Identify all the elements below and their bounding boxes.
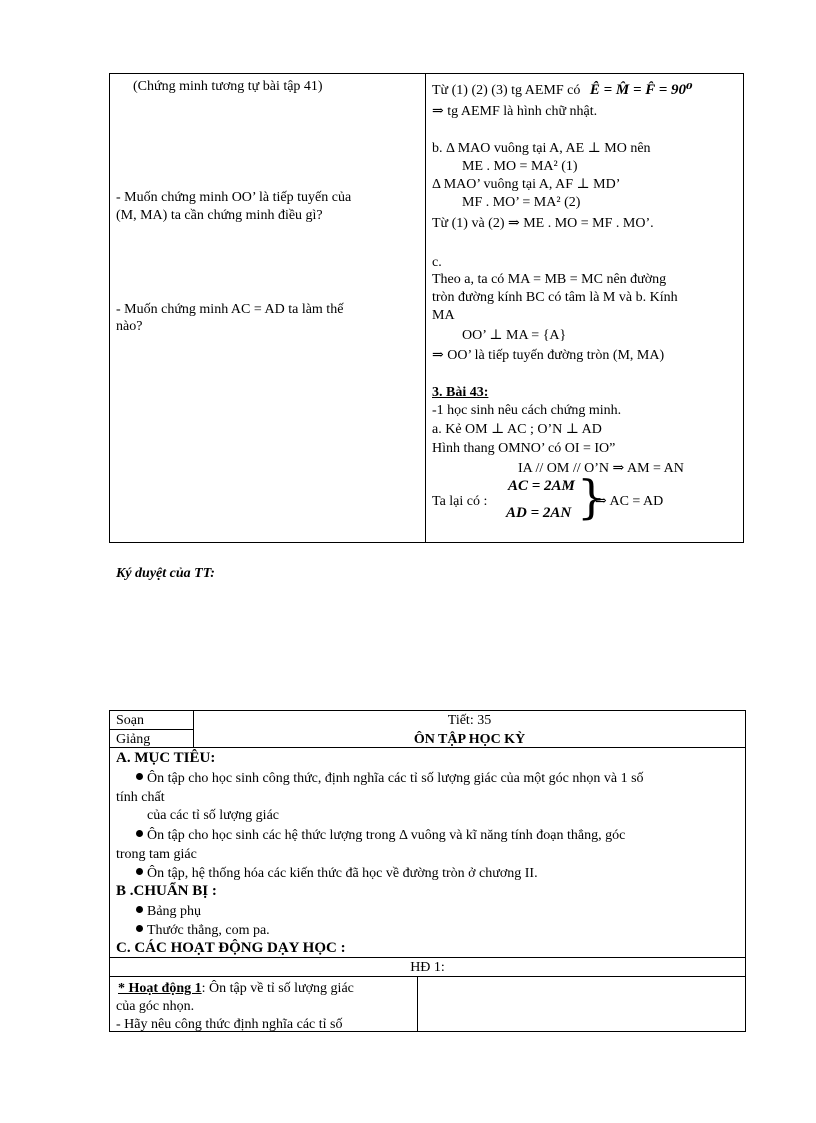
rect-conclusion: ⇒ tg AEMF là hình chữ nhật.	[432, 104, 598, 119]
lesson-border-right	[745, 710, 746, 1032]
question-ac-ad-line1: - Muốn chứng minh AC = AD ta làm thế	[116, 302, 344, 317]
prep-item-1-text: Bảng phụ	[147, 904, 202, 919]
activity-1-line2: của góc nhọn.	[116, 999, 195, 1014]
exercise-43-line2: a. Kẻ OM ⊥ AC ; O’N ⊥ AD	[432, 422, 602, 437]
hd-top-line	[109, 957, 746, 958]
angle-equation: Ê = M̂ = F̂ = 90⁰	[589, 82, 693, 98]
prep-item-2	[136, 922, 270, 939]
part-b-line1: b. Δ MAO vuông tại A, AE ⊥ MO nên	[432, 141, 651, 156]
exercise-43-line1: -1 học sinh nêu cách chứng minh.	[432, 403, 622, 418]
activity-1-title: * Hoạt động 1	[118, 981, 202, 996]
part-b-line2: ME . MO = MA² (1)	[462, 159, 578, 174]
part-b-line5: Từ (1) và (2) ⇒ ME . MO = MF . MO’.	[432, 216, 654, 231]
question-tangent-line1: - Muốn chứng minh OO’ là tiếp tuyến của	[116, 190, 352, 205]
part-c-line3: MA	[432, 308, 455, 323]
part-c-label: c.	[432, 255, 442, 270]
part-c-line4: OO’ ⊥ MA = {A}	[462, 328, 567, 343]
part-c-line2: tròn đường kính BC có tâm là M và b. Kính	[432, 290, 678, 305]
prep-item-1	[136, 903, 201, 920]
system-brace: }	[577, 470, 607, 524]
prep-item-2-text: Thước thẳng, com pa.	[147, 923, 270, 938]
rect-proof-line	[432, 82, 693, 99]
bullet-icon	[136, 906, 143, 913]
activity-1-rest: : Ôn tập về tỉ số lượng giác	[201, 981, 354, 996]
question-ac-ad-line2: nào?	[116, 319, 143, 334]
exercise-43-line5-prefix: Ta lại có :	[432, 494, 488, 509]
review-label: Ký duyệt của TT:	[116, 566, 215, 581]
exercise-43-title: 3. Bài 43:	[432, 385, 489, 400]
bullet-icon	[136, 830, 143, 837]
lesson-title: ÔN TẬP HỌC KỲ	[413, 732, 526, 747]
objective-1-text: Ôn tập cho học sinh công thức, định nghĩa các tỉ số lượng giác của một góc nhọn và 1 số	[147, 771, 644, 786]
hd-label: HĐ 1:	[410, 960, 445, 975]
soan-row-divider	[109, 729, 193, 730]
lesson-border-top	[109, 710, 746, 711]
question-tangent-line2: (M, MA) ta cần chứng minh điều gì?	[116, 208, 323, 223]
top-table-divider	[425, 73, 426, 543]
objective-1	[136, 770, 644, 787]
exercise-43-line4: IA // OM // O’N ⇒ AM = AN	[518, 461, 684, 476]
objective-3-text: Ôn tập, hệ thống hóa các kiến thức đã học về đường tròn ở chương II.	[147, 866, 538, 881]
bullet-icon	[136, 868, 143, 875]
part-c-line5: ⇒ OO’ là tiếp tuyến đường tròn (M, MA)	[432, 348, 665, 363]
equation-ad: AD = 2AN	[506, 505, 572, 521]
giang-label: Giảng	[116, 732, 151, 747]
bullet-icon	[136, 773, 143, 780]
objective-2-text: Ôn tập cho học sinh các hệ thức lượng trong Δ vuông và kĩ năng tính đoạn thẳng, góc	[147, 828, 626, 843]
exercise-43-result: ⇒ AC = AD	[595, 494, 664, 509]
objective-2-cont: trong tam giác	[116, 847, 197, 862]
rect-proof-prefix: Từ (1) (2) (3) tg AEMF có	[432, 83, 581, 98]
bullet-icon	[136, 925, 143, 932]
activity-col-divider	[417, 976, 418, 1032]
equation-ac: AC = 2AM	[508, 478, 575, 494]
hd-bottom-line	[109, 976, 746, 977]
objective-3	[136, 865, 538, 882]
activity-1-line3: - Hãy nêu công thức định nghĩa các tỉ số	[116, 1017, 343, 1032]
section-c-heading: C. CÁC HOẠT ĐỘNG DẠY HỌC :	[116, 940, 346, 956]
objective-1-cont2: của các tỉ số lượng giác	[147, 808, 279, 823]
note-similar-proof: (Chứng minh tương tự bài tập 41)	[133, 79, 323, 94]
part-c-line1: Theo a, ta có MA = MB = MC nên đường	[432, 272, 667, 287]
objective-2	[136, 827, 625, 844]
section-a-heading: A. MỤC TIÊU:	[116, 750, 216, 766]
lesson-border-left	[109, 710, 110, 1032]
section-b-heading: B .CHUẨN BỊ :	[116, 883, 217, 899]
objective-1-cont: tính chất	[116, 790, 165, 805]
soan-label: Soạn	[116, 713, 144, 728]
part-b-line3: Δ MAO’ vuông tại A, AF ⊥ MD’	[432, 177, 621, 192]
part-b-line4: MF . MO’ = MA² (2)	[462, 195, 581, 210]
exercise-43-line3: Hình thang OMNO’ có OI = IO”	[432, 441, 616, 456]
period-label: Tiết: 35	[447, 713, 492, 728]
activity-1-line1	[118, 980, 354, 997]
